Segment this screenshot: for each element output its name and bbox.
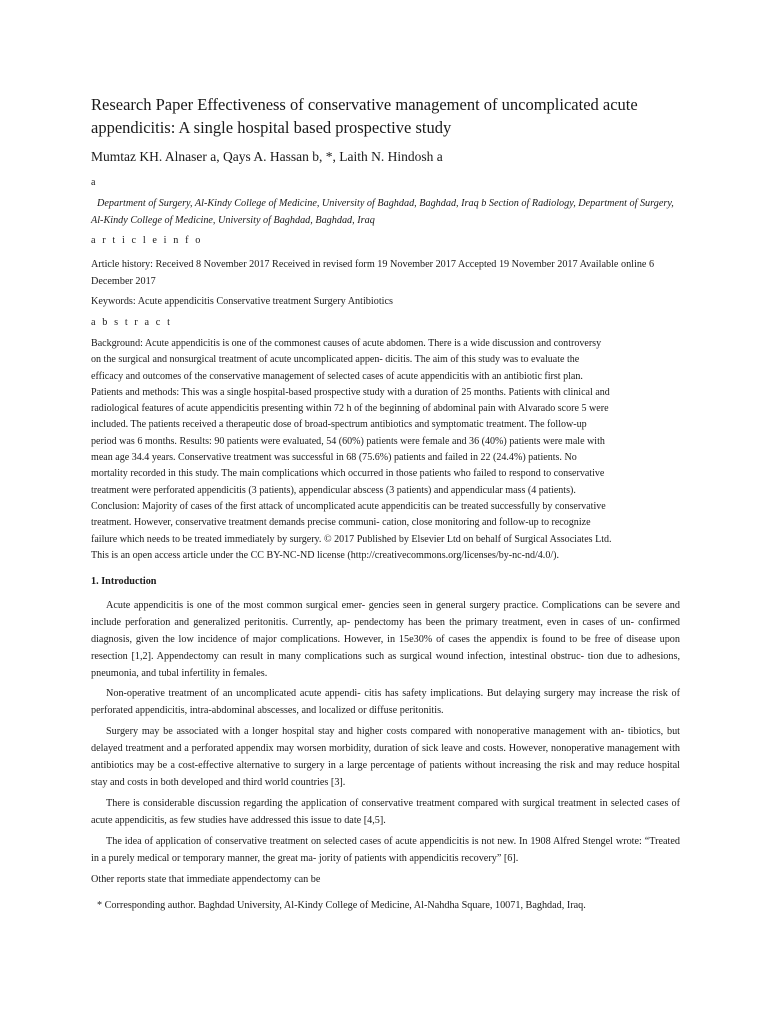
section-heading-introduction: 1. Introduction — [91, 576, 157, 587]
intro-paragraph: Acute appendicitis is one of the most common surgical emer- gencies seen in general surgery practice. Complications can be severe and include perforation and generalized peritonitis. Currently, ap- pendectomy has been the primary treatment, even in cases of un- confirmed diagnosis, given the low incidence of major complications. However, in 15e30% of cases the appendix is found to be free of disease upon resection [1,2]. Appendectomy can result in many complications such as surgical wound infection, intestinal obstruc- tion due to adhesions, pneumonia, and tubal infertility in females. — [91, 600, 680, 679]
abstract-line: Patients and methods: This was a single hospital-based prospective study with a duration of 25 months. Patients with clinical and — [91, 386, 610, 398]
intro-paragraph: Surgery may be associated with a longer hospital stay and higher costs compared with nonoperative management with an- tibiotics, but delayed treatment and a perforated appendix may worsen morbidity, duration of sick leave and costs. However, nonoperative management with antibiotics may be a cost-effective alternative to surgery in a large percentage of patients without increasing the risk and may reduce hospital stay and costs in both developed and third world countries [3]. — [91, 726, 680, 788]
affiliations: Department of Surgery, Al-Kindy College of Medicine, University of Baghdad, Baghdad, Iraq b Section of Radiology, Department of Surgery, Al-Kindy College of Medicine, University of Baghdad, Baghdad, Iraq — [91, 198, 674, 226]
intro-paragraph: Other reports state that immediate appendectomy can be — [91, 874, 321, 885]
abstract-line: Background: Acute appendicitis is one of the commonest causes of acute abdomen. There is a wide discussion and controversy — [91, 338, 602, 349]
abstract-line: included. The patients received a therapeutic dose of broad-spectrum antibiotics and symptomatic treatment. The follow-up — [91, 419, 587, 431]
author-list: Mumtaz KH. Alnaser a, Qays A. Hassan b, *, Laith N. Hindosh a — [91, 149, 443, 164]
keywords: Keywords: Acute appendicitis Conservative treatment Surgery Antibiotics — [91, 296, 393, 307]
abstract-line: efficacy and outcomes of the conservative management of selected cases of acute appendicitis with an antibiotic first plan. — [91, 370, 583, 382]
article-info-heading: a r t i c l e i n f o — [91, 235, 203, 246]
article-history: Article history: Received 8 November 2017 Received in revised form 19 November 2017 Accepted 19 November 2017 Available online 6 December 2017 — [91, 259, 655, 287]
abstract-line: mean age 34.4 years. Conservative treatment was successful in 68 (75.6%) patients and failed in 22 (24.4%) patients. No — [91, 452, 577, 464]
intro-paragraph: Non-operative treatment of an uncomplicated acute appendi- citis has safety implications. But delaying surgery may increase the risk of perforated appendicitis, intra-abdominal abscesses, and localized or diffuse peritonitis. — [91, 688, 680, 716]
abstract-line: radiological features of acute appendicitis presenting within 72 h of the beginning of abdominal pain with Alvarado score 5 were — [91, 403, 609, 415]
abstract-line: period was 6 months. Results: 90 patients were evaluated, 54 (60%) patients were female and 36 (40%) patients were male with — [91, 435, 605, 447]
abstract-line: treatment. However, conservative treatment demands precise communi- cation, close monitoring and follow-up to recognize — [91, 517, 591, 529]
corresponding-author-footnote: * Corresponding author. Baghdad University, Al-Kindy College of Medicine, Al-Nahdha Square, 10071, Baghdad, Iraq. — [97, 900, 586, 911]
intro-paragraph: There is considerable discussion regarding the application of conservative treatment compared with surgical treatment in selected cases of acute appendicitis, as few studies have addressed this issue to date [4,5]. — [91, 798, 680, 826]
abstract-line: This is an open access article under the CC BY-NC-ND license (http://creativecommons.org/licenses/by-nc-nd/4.0/). — [91, 549, 559, 561]
abstract-line: mortality recorded in this study. The main complications which occurred in those patients who failed to respond to conservative — [91, 468, 605, 480]
intro-paragraph: The idea of application of conservative treatment on selected cases of acute appendicitis is not new. In 1908 Alfred Stengel wrote: “Treated in a purely medical or temporary manner, the great ma- jority of patients with appendicitis recovery” [6]. — [91, 836, 680, 864]
paper-title: Research Paper Effectiveness of conservative management of uncomplicated acute appendicitis: A single hospital based prospective study — [91, 95, 638, 137]
abstract-line: treatment were perforated appendicitis (3 patients), appendicular abscess (3 patients) and appendicular mass (4 patients). — [91, 484, 576, 496]
abstract-heading: a b s t r a c t — [91, 317, 173, 328]
abstract-line: failure which needs to be treated immediately by surgery. © 2017 Published by Elsevier Ltd on behalf of Surgical Associates Ltd. — [91, 533, 612, 545]
abstract-line: Conclusion: Majority of cases of the first attack of uncomplicated acute appendicitis can be treated successfully by conservative — [91, 500, 606, 512]
affiliation-mark: a — [91, 177, 96, 188]
abstract-body — [91, 336, 687, 564]
abstract-line: on the surgical and nonsurgical treatment of acute uncomplicated appen- dicitis. The aim of this study was to evaluate the — [91, 354, 580, 366]
